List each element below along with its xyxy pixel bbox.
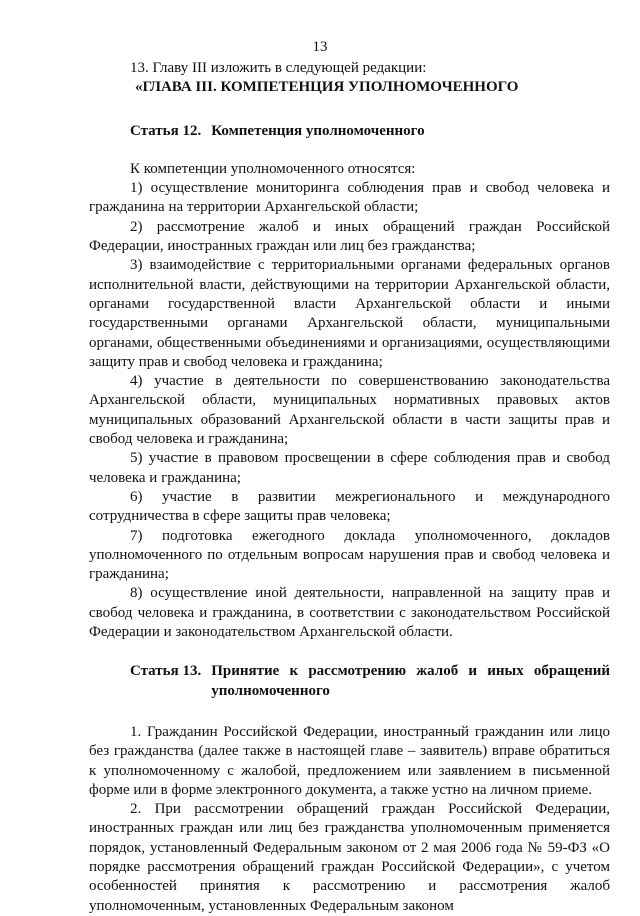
list-item: 4) участие в деятельности по совершенствованию законодательства Архангельской области, муниципальных нормативных правовых актов муниципальных образований Архангельской области в части защиты прав и свобод человека и гражданина; bbox=[89, 373, 610, 448]
list-item: 8) осуществление иной деятельности, направленной на защиту прав и свобод человека и гражданина, в соответствии с законодательством Российской Федерации и законодательством Архангельской области. bbox=[89, 585, 610, 641]
article-title: Компетенция уполномоченного bbox=[211, 122, 425, 139]
list-item: 6) участие в развитии межрегионального и международного сотрудничества в сфере защиты прав человека; bbox=[89, 488, 610, 525]
chapter-title: «ГЛАВА III. КОМПЕТЕНЦИЯ УПОЛНОМОЧЕННОГО bbox=[135, 79, 519, 96]
paragraph: К компетенции уполномоченного относятся: bbox=[130, 160, 416, 177]
list-item: 5) участие в правовом просвещении в сфере соблюдения прав и свобод человека и гражданина; bbox=[89, 450, 610, 486]
list-item: 2) рассмотрение жалоб и иных обращений граждан Российской Федерации, иностранных граждан или лиц без гражданства; bbox=[89, 218, 610, 255]
paragraph: 2. При рассмотрении обращений граждан Российской Федерации, иностранных граждан или лиц без гражданства уполномоченным применяется порядок, установленный Федеральным законом от 2 мая 2006 года № 59-ФЗ «О порядке рассмотрения обращений граждан Российской Федерации», с учетом особенностей принятия к рассмотрению и рассмотрения жалоб уполномоченным, установленных Федеральным законом bbox=[89, 801, 610, 914]
article-12-heading bbox=[130, 122, 610, 141]
list-item: 3) взаимодействие с территориальными органами федеральных органов исполнительной власти, действующими на территории Архангельской области, органами государственной власти Архангельской области и иными государственными органами Архангельской области, муниципальными органами, общественными объединениями и организациями, осуществляющими защиту прав и свобод человека и гражданина; bbox=[89, 257, 610, 370]
amendment-line: 13. Главу III изложить в следующей редакции: bbox=[130, 60, 427, 76]
list-item: 1) осуществление мониторинга соблюдения прав и свобод человека и гражданина на территории Архангельской области; bbox=[89, 180, 610, 216]
page-number: 13 bbox=[312, 39, 328, 55]
article-number: Статья 13. bbox=[130, 663, 202, 680]
article-title: Принятие к рассмотрению жалоб и иных обращений уполномоченного bbox=[211, 663, 610, 699]
paragraph: 1. Гражданин Российской Федерации, иностранный гражданин или лицо без гражданства (далее также в настоящей главе – заявитель) вправе обратиться к уполномоченному с жалобой, предложением или заявлением в письменной форме или в форме электронного документа, а также устно на личном приеме. bbox=[89, 723, 610, 798]
article-number: Статья 12. bbox=[130, 122, 202, 139]
list-item: 7) подготовка ежегодного доклада уполномоченного, докладов уполномоченного по отдельным вопросам нарушения прав и свобод человека и гражданина; bbox=[89, 527, 610, 583]
document-body bbox=[89, 59, 610, 916]
article-13-heading bbox=[130, 662, 610, 701]
